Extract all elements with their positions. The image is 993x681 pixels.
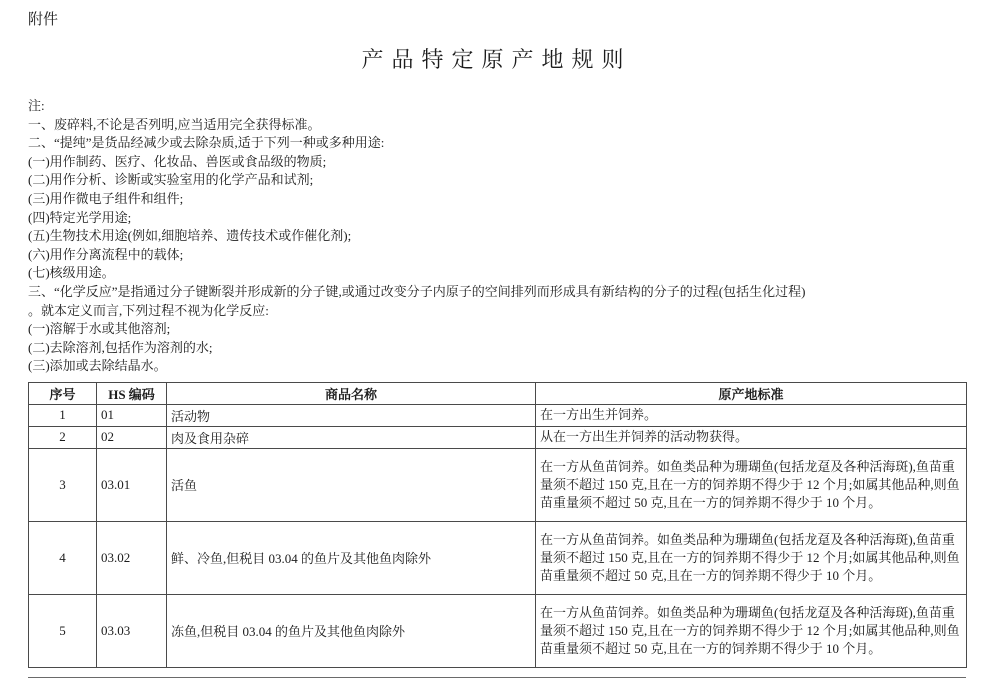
attachment-label: 附件	[28, 12, 59, 28]
table-row	[29, 426, 967, 448]
rules-table	[28, 382, 967, 668]
column-header: 商品名称	[167, 382, 536, 404]
column-header: HS 编码	[97, 382, 167, 404]
page-title: 产品特定原产地规则	[361, 47, 632, 72]
note-line: (五)生物技术用途(例如,细胞培养、遗传技术或作催化剂);	[28, 228, 352, 244]
row-no-cell: 5	[29, 594, 97, 667]
note-line: (二)用作分析、诊断或实验室用的化学产品和试剂;	[28, 172, 314, 188]
note-line: (一)溶解于水或其他溶剂;	[28, 321, 171, 337]
note-line: 二、“提纯”是货品经减少或去除杂质,适于下列一种或多种用途:	[28, 135, 385, 151]
row-no-cell: 3	[29, 448, 97, 521]
notes-label: 注:	[28, 98, 45, 113]
row-hs-cell: 02	[97, 426, 167, 448]
note-line: (三)用作微电子组件和组件;	[28, 190, 184, 206]
note-line: (六)用作分离流程中的载体;	[28, 246, 184, 262]
note-line: (二)去除溶剂,包括作为溶剂的水;	[28, 339, 213, 355]
row-name-cell: 肉及食用杂碎	[167, 426, 536, 448]
row-hs-cell: 01	[97, 404, 167, 426]
note-line: 。就本定义而言,下列过程不视为化学反应:	[28, 302, 269, 318]
row-hs-cell: 03.02	[97, 521, 167, 594]
note-lines	[28, 116, 981, 376]
row-criteria-cell: 从在一方出生并饲养的活动物获得。	[536, 426, 967, 448]
next-row-partial-border	[28, 677, 966, 678]
row-criteria-cell: 在一方从鱼苗饲养。如鱼类品种为珊瑚鱼(包括龙趸及各种活海斑),鱼苗重量须不超过 150 克,且在一方的饲养期不得少于 12 个月;如属其他品种,则鱼苗重量须不超过 50 克,且在一方的饲养期不得少于 10 个月。	[536, 521, 967, 594]
row-criteria-cell: 在一方从鱼苗饲养。如鱼类品种为珊瑚鱼(包括龙趸及各种活海斑),鱼苗重量须不超过 150 克,且在一方的饲养期不得少于 12 个月;如属其他品种,则鱼苗重量须不超过 50 克,且在一方的饲养期不得少于 10 个月。	[536, 448, 967, 521]
note-line: (七)核级用途。	[28, 265, 115, 281]
row-criteria-cell: 在一方从鱼苗饲养。如鱼类品种为珊瑚鱼(包括龙趸及各种活海斑),鱼苗重量须不超过 150 克,且在一方的饲养期不得少于 12 个月;如属其他品种,则鱼苗重量须不超过 50 克,且在一方的饲养期不得少于 10 个月。	[536, 594, 967, 667]
note-line: (一)用作制药、医疗、化妆品、兽医或食品级的物质;	[28, 153, 327, 169]
table-row	[29, 594, 967, 667]
table-header-row	[29, 382, 967, 404]
row-no-cell: 2	[29, 426, 97, 448]
row-name-cell: 冻鱼,但税目 03.04 的鱼片及其他鱼肉除外	[167, 594, 536, 667]
note-line: (四)特定光学用途;	[28, 209, 132, 225]
table-row	[29, 448, 967, 521]
row-hs-cell: 03.03	[97, 594, 167, 667]
row-name-cell: 鲜、冷鱼,但税目 03.04 的鱼片及其他鱼肉除外	[167, 521, 536, 594]
row-no-cell: 4	[29, 521, 97, 594]
column-header: 原产地标准	[536, 382, 967, 404]
row-no-cell: 1	[29, 404, 97, 426]
note-line: 三、“化学反应”是指通过分子键断裂并形成新的分子键,或通过改变分子内原子的空间排列而形成具有新结构的分子的过程(包括生化过程)	[28, 283, 806, 299]
table-row	[29, 404, 967, 426]
row-criteria-cell: 在一方出生并饲养。	[536, 404, 967, 426]
row-name-cell: 活鱼	[167, 448, 536, 521]
row-hs-cell: 03.01	[97, 448, 167, 521]
table-row	[29, 521, 967, 594]
column-header: 序号	[29, 382, 97, 404]
row-name-cell: 活动物	[167, 404, 536, 426]
notes-section	[28, 97, 981, 376]
note-line: (三)添加或去除结晶水。	[28, 358, 167, 374]
note-line: 一、废碎料,不论是否列明,应当适用完全获得标准。	[28, 116, 321, 132]
